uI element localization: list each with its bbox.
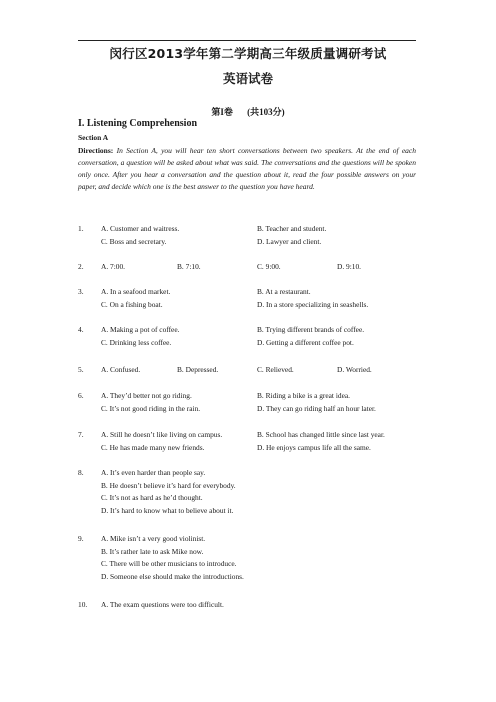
option-a: A. They’d better not go riding. (101, 391, 192, 400)
directions-text: In Section A, you will hear ten short conversations between two speakers. At the end of each conversation, a question will be asked about what was said. The conversations and the questions will be spoken only once. After you hear a conversation and the question about it, read the four possible answers on your paper, and decide which one is the best answer to the question you have heard. (78, 146, 416, 191)
option-a: A. 7:00. (101, 262, 126, 271)
question-10 (78, 599, 428, 612)
option-c: C. Relieved. (257, 365, 294, 374)
question-number: 9. (78, 534, 84, 543)
option-a: A. The exam questions were too difficult. (101, 600, 224, 609)
exam-subtitle: 英语试卷 (222, 71, 273, 86)
part-label: 第I卷 (211, 107, 233, 117)
option-b: B. Depressed. (177, 365, 219, 374)
header-rule (78, 40, 416, 41)
section-heading: I. Listening Comprehension (78, 118, 198, 129)
option-a: A. Confused. (101, 365, 141, 374)
option-d: D. Lawyer and client. (257, 236, 322, 246)
question-number: 4. (78, 325, 84, 334)
question-9 (78, 533, 428, 583)
option-b: B. Trying different brands of coffee. (257, 325, 365, 334)
option-a: A. Mike isn’t a very good violinist. (101, 534, 206, 543)
question-3 (78, 286, 428, 311)
question-number: 3. (78, 287, 84, 296)
question-number: 8. (78, 468, 84, 477)
option-c: C. It’s not as hard as he’d thought. (101, 493, 203, 502)
option-b: B. He doesn’t believe it’s hard for everybody. (101, 480, 236, 490)
option-c: C. On a fishing boat. (101, 299, 163, 309)
directions (78, 145, 416, 193)
option-d: D. It’s hard to know what to believe about it. (101, 505, 234, 515)
option-c: C. There will be other musicians to introduce. (101, 559, 237, 568)
question-8 (78, 467, 428, 517)
option-c: C. 9:00. (257, 262, 281, 271)
question-4 (78, 324, 428, 349)
question-number: 2. (78, 262, 84, 271)
question-7 (78, 429, 428, 454)
question-number: 1. (78, 224, 84, 233)
question-number: 5. (78, 365, 84, 374)
option-b: B. Riding a bike is a great idea. (257, 391, 350, 400)
option-d: D. Getting a different coffee pot. (257, 337, 354, 347)
option-b: B. At a restaurant. (257, 287, 311, 296)
option-a: A. Customer and waitress. (101, 224, 180, 233)
option-d: D. Someone else should make the introductions. (101, 571, 244, 581)
option-a: A. In a seafood market. (101, 287, 171, 296)
option-b: B. It’s rather late to ask Mike now. (101, 546, 204, 556)
option-c: C. He has made many new friends. (101, 442, 205, 452)
question-number: 10. (78, 600, 88, 609)
question-1 (78, 223, 428, 248)
option-d: D. He enjoys campus life all the same. (257, 442, 371, 452)
option-b: B. Teacher and student. (257, 224, 327, 233)
option-d: D. Worried. (337, 365, 372, 374)
option-a: A. Making a pot of coffee. (101, 325, 180, 334)
option-a: A. It’s even harder than people say. (101, 468, 206, 477)
question-5 (78, 364, 428, 377)
subsection-heading: Section A (78, 133, 109, 142)
part-heading (0, 105, 496, 118)
part-score: (共103分) (247, 107, 285, 117)
option-c: C. It’s not good riding in the rain. (101, 403, 201, 413)
option-d: D. They can go riding half an hour later. (257, 403, 376, 413)
option-d: D. In a store specializing in seashells. (257, 299, 369, 309)
option-c: C. Drinking less coffee. (101, 337, 172, 347)
option-b: B. 7:10. (177, 262, 201, 271)
option-b: B. School has changed little since last year. (257, 430, 385, 439)
directions-label: Directions: (78, 146, 114, 155)
question-2 (78, 261, 428, 274)
option-a: A. Still he doesn’t like living on campus. (101, 430, 223, 439)
question-number: 7. (78, 430, 84, 439)
exam-title: 闵行区2013学年第二学期高三年级质量调研考试 (109, 46, 387, 61)
option-d: D. 9:10. (337, 262, 362, 271)
question-6 (78, 390, 428, 415)
option-c: C. Boss and secretary. (101, 236, 167, 246)
question-number: 6. (78, 391, 84, 400)
